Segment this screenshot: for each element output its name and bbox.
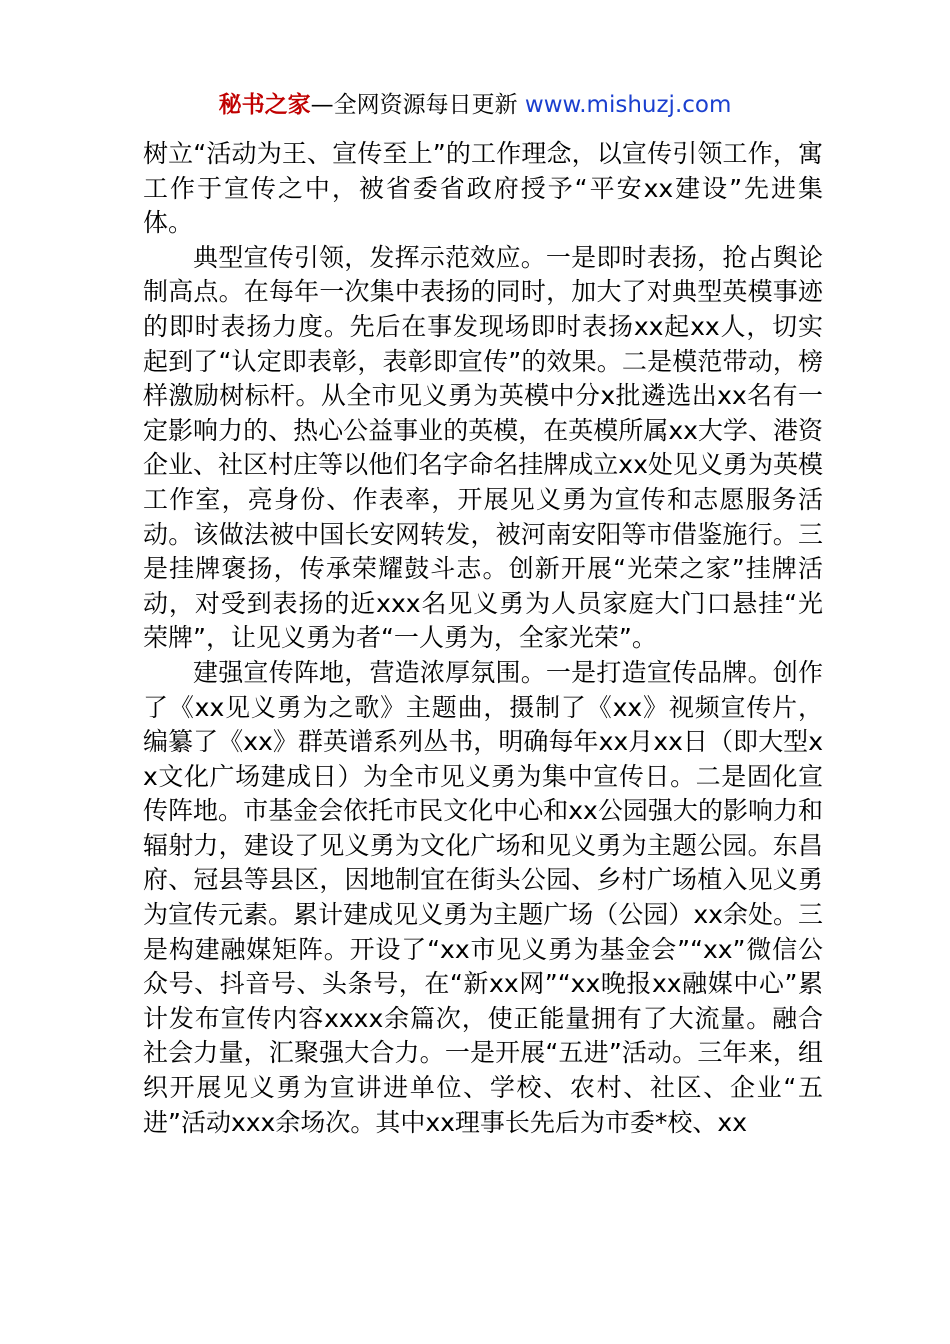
site-header xyxy=(0,88,950,122)
paragraph-continuation: 树立“活动为王、宣传至上”的工作理念，以宣传引领工作，寓工作于宣传之中，被省委省政府授予“平安xx建设”先进集体。 xyxy=(143,139,823,238)
site-url-link[interactable]: www.mishuzj.com xyxy=(524,92,732,118)
document-body xyxy=(143,137,823,1140)
paragraph-publicity-front: 建强宣传阵地，营造浓厚氛围。一是打造宣传品牌。创作了《xx见义勇为之歌》主题曲，摄制了《xx》视频宣传片，编纂了《xx》群英谱系列丛书，明确每年xx月xx日（即大型xx文化广场建成日）为全市见义勇为集中宣传日。二是固化宣传阵地。市基金会依托市民文化中心和xx公园强大的影响力和辐射力，建设了见义勇为文化广场和见义勇为主题公园。东昌府、冠县等县区，因地制宜在街头公园、乡村广场植入见义勇为宣传元素。累计建成见义勇为主题广场（公园）xx余处。三是构建融媒矩阵。开设了“xx市见义勇为基金会”“xx”微信公众号、抖音号、头条号，在“新xx网”“xx晚报xx融媒中心”累计发布宣传内容xxxx余篇次，使正能量拥有了大流量。融合社会力量，汇聚强大合力。一是开展“五进”活动。三年来，组织开展见义勇为宣讲进单位、学校、农村、社区、企业“五进”活动xxx余场次。其中xx理事长先后为市委*校、xx xyxy=(143,657,823,1137)
site-tagline: —全网资源每日更新 xyxy=(310,92,525,118)
paragraph-typical-publicity: 典型宣传引领，发挥示范效应。一是即时表扬，抢占舆论制高点。在每年一次集中表扬的同时，加大了对典型英模事迹的即时表扬力度。先后在事发现场即时表扬xx起xx人，切实起到了“认定即表彰，表彰即宣传”的效果。二是模范带动，榜样激励树标杆。从全市见义勇为英模中分x批遴选出xx名有一定影响力的、热心公益事业的英模，在英模所属xx大学、港资企业、社区村庄等以他们名字命名挂牌成立xx处见义勇为英模工作室，亮身份、作表率，开展见义勇为宣传和志愿服务活动。该做法被中国长安网转发，被河南安阳等市借鉴施行。三是挂牌褒扬，传承荣耀鼓斗志。创新开展“光荣之家”挂牌活动，对受到表扬的近xxx名见义勇为人员家庭大门口悬挂“光荣牌”，让见义勇为者“一人勇为，全家光荣”。 xyxy=(143,242,823,653)
site-brand: 秘书之家 xyxy=(218,92,311,118)
